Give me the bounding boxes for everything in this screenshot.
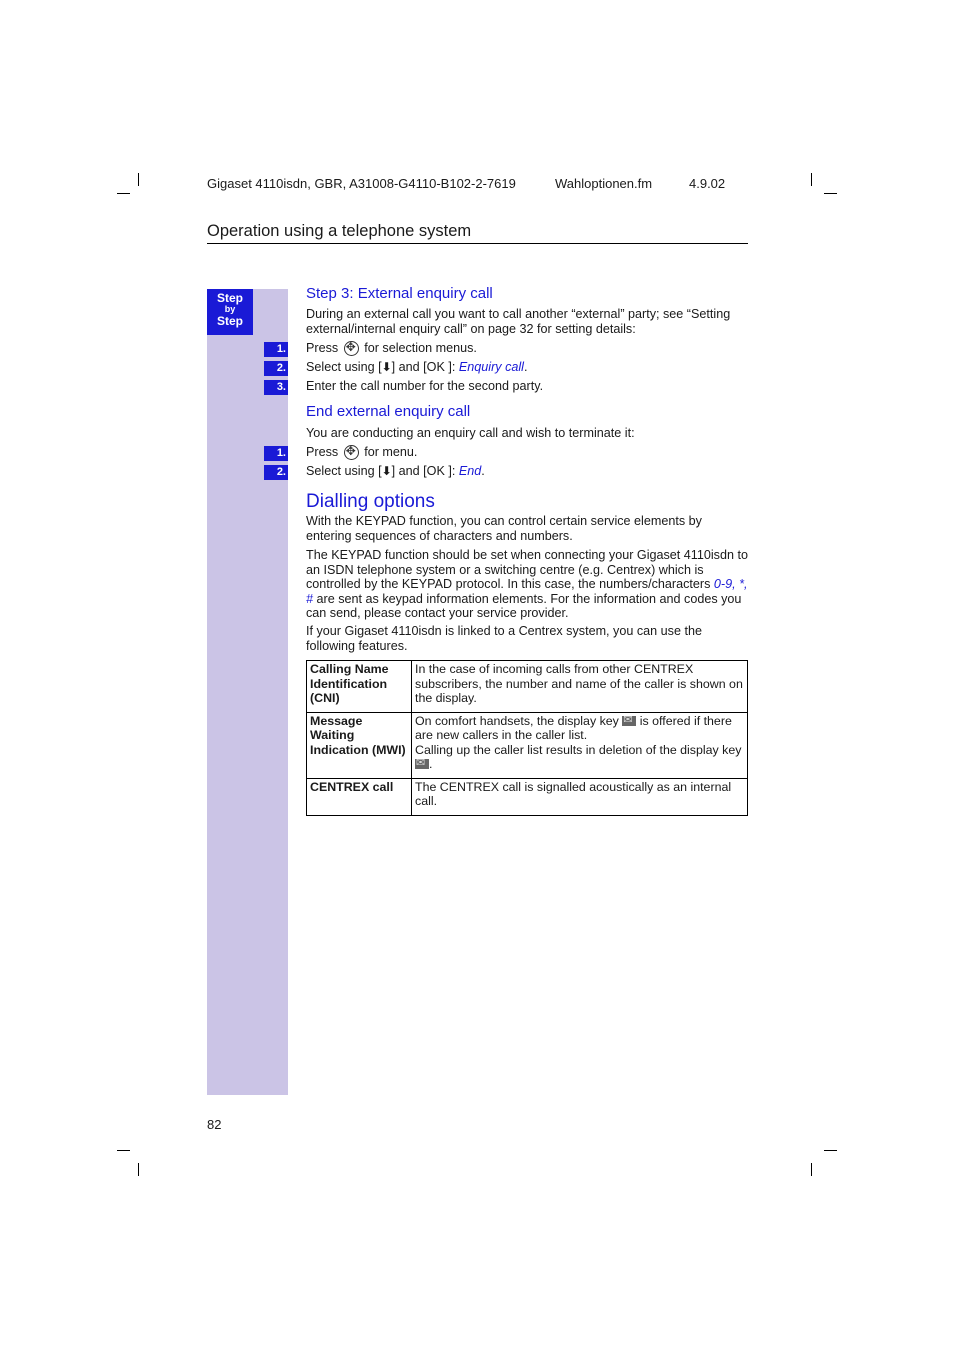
step3-instruction-3: Enter the call number for the second party.: [306, 379, 544, 393]
end-enquiry-heading: End external enquiry call: [306, 403, 471, 420]
message-display-key-icon: [622, 716, 636, 726]
feature-description: On comfort handsets, the display key ✉ is offered if there are new callers in the caller list. Calling up the caller list results in deletion of the display key ✉.: [412, 712, 748, 778]
feature-description: The CENTREX call is signalled acoustically as an internal call.: [412, 778, 748, 815]
step-number: 2.: [264, 465, 288, 480]
page-number: 82: [207, 1117, 222, 1132]
dialling-para-1: With the KEYPAD function, you can control certain service elements by entering sequences of characters and numbers.: [306, 514, 702, 543]
menu-end: End: [458, 464, 482, 478]
navigation-key-icon: [344, 445, 359, 460]
down-arrow-key-icon: ⬇: [381, 464, 392, 478]
dialling-para-2: The KEYPAD function should be set when connecting your Gigaset 4110isdn to an ISDN telephone system or a switching centre (e.g. Centrex) which is controlled by the KEYPAD protocol. In this case, the numbers/characters 0-9, *, # are sent as keypad information elements. For the information and codes you can send, please contact your service provider.: [306, 548, 748, 620]
step3-heading: Step 3: External enquiry call: [306, 285, 493, 302]
crop-mark: [811, 173, 812, 186]
step-number: 2.: [264, 361, 288, 376]
table-row: [307, 778, 748, 815]
crop-mark: [117, 1150, 130, 1151]
step-number: 3.: [264, 380, 288, 395]
step-number: 1.: [264, 342, 288, 357]
dialling-options-heading: Dialling options: [306, 491, 435, 512]
end-enquiry-intro: You are conducting an enquiry call and wish to terminate it:: [306, 426, 635, 440]
down-arrow-key-icon: ⬇: [381, 360, 392, 374]
step-sidebar: [207, 289, 288, 1095]
crop-mark: [117, 193, 130, 194]
doc-id: Gigaset 4110isdn, GBR, A31008-G4110-B102-2-7619: [207, 176, 516, 191]
feature-name: Message Waiting Indication (MWI): [307, 712, 412, 778]
dialling-para-3: If your Gigaset 4110isdn is linked to a Centrex system, you can use the following features.: [306, 624, 702, 653]
crop-mark: [824, 1150, 837, 1151]
end-instruction-1: Press ✥ for menu.: [306, 445, 748, 460]
centrex-features-table: [306, 660, 748, 816]
section-title: Operation using a telephone system: [207, 222, 748, 244]
navigation-key-icon: [344, 341, 359, 356]
message-display-key-icon: [415, 759, 429, 769]
feature-name: CENTREX call: [307, 778, 412, 815]
doc-date: 4.9.02: [689, 176, 726, 191]
step3-instruction-1: Press ✥ for selection menus.: [306, 341, 748, 356]
crop-mark: [824, 193, 837, 194]
feature-description: In the case of incoming calls from other CENTREX subscribers, the number and name of the caller is shown on the display.: [412, 661, 748, 713]
doc-filename: Wahloptionen.fm: [555, 176, 653, 191]
step-by-step-badge: Step by Step: [207, 289, 253, 335]
crop-mark: [138, 1163, 139, 1176]
crop-mark: [138, 173, 139, 186]
end-instruction-2: Select using [⬇] and [OK ]: End.: [306, 464, 485, 478]
menu-enquiry-call: Enquiry call: [458, 360, 524, 374]
table-row: [307, 661, 748, 713]
step3-intro: During an external call you want to call another “external” party; see “Setting external/internal enquiry call” on page 32 for setting details:: [306, 307, 731, 336]
crop-mark: [811, 1163, 812, 1176]
step-number: 1.: [264, 446, 288, 461]
table-row: [307, 712, 748, 778]
keypad-characters: 0-9, *, #: [306, 577, 748, 606]
step3-instruction-2: Select using [⬇] and [OK ]: Enquiry call.: [306, 360, 528, 374]
feature-name: Calling Name Identification (CNI): [307, 661, 412, 713]
